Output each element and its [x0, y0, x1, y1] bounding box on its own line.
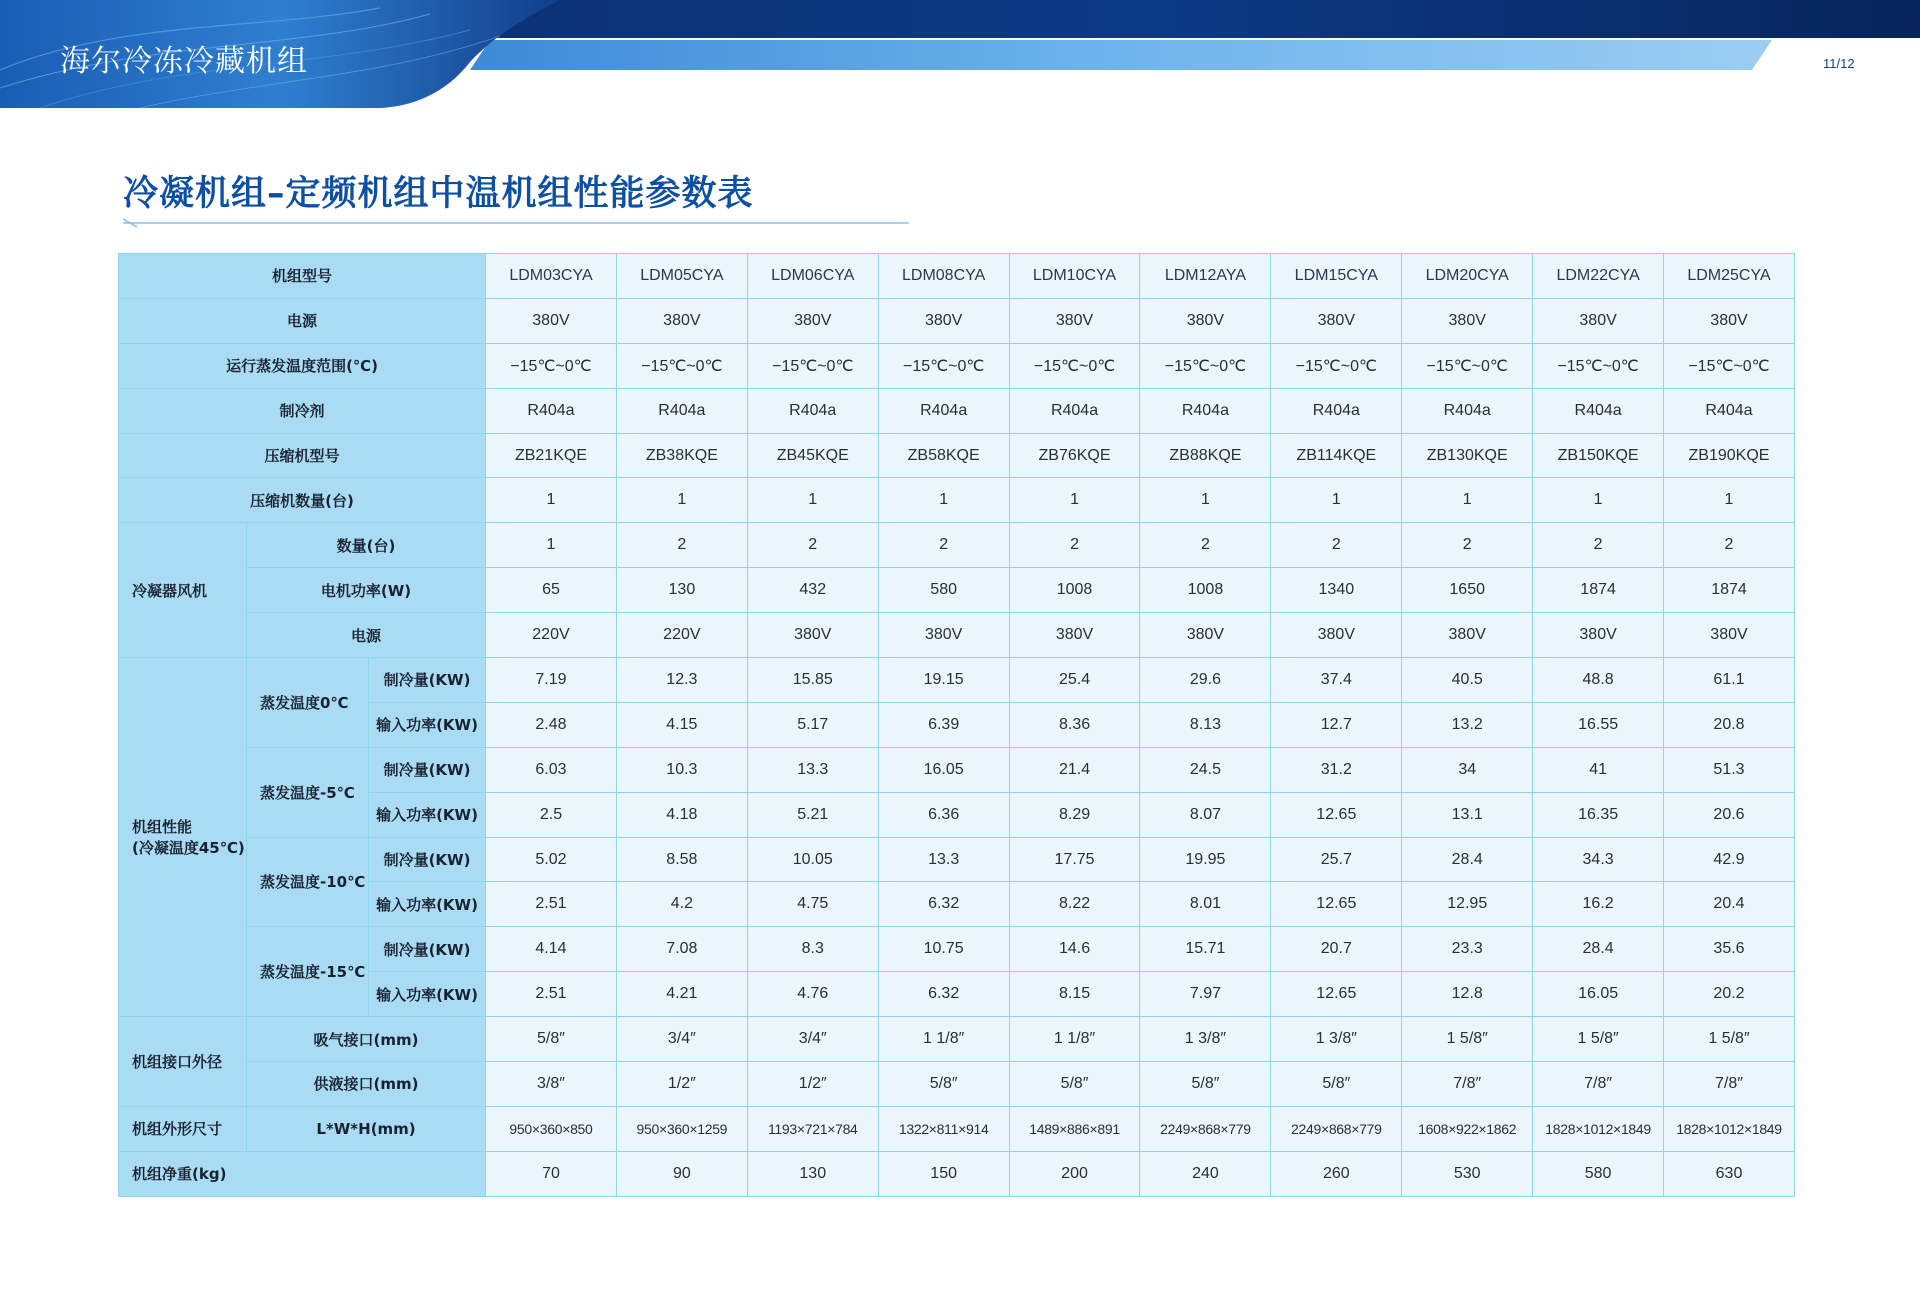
cell: LDM03CYA	[486, 254, 617, 299]
row-label-cooling: 制冷量(KW)	[369, 658, 486, 703]
cell: 6.03	[486, 747, 617, 792]
row-evapm5-cooling	[119, 747, 1795, 792]
cell: R404a	[1533, 388, 1664, 433]
cell: 25.7	[1271, 837, 1402, 882]
cell: R404a	[1402, 388, 1533, 433]
cell: 61.1	[1664, 658, 1795, 703]
cell: 530	[1402, 1151, 1533, 1196]
cell: 16.05	[1533, 972, 1664, 1017]
cell: 1008	[1009, 568, 1140, 613]
cell: −15℃~0℃	[1664, 343, 1795, 388]
row-label-fan-power: 电源	[247, 613, 486, 658]
cell: 220V	[616, 613, 747, 658]
row-label-dimensions: 机组外形尺寸	[119, 1106, 247, 1151]
row-label-net-weight: 机组净重(kg)	[119, 1151, 486, 1196]
cell: R404a	[1271, 388, 1402, 433]
cell: 1	[747, 478, 878, 523]
cell: 12.65	[1271, 792, 1402, 837]
cell: LDM22CYA	[1533, 254, 1664, 299]
cell: 7.08	[616, 927, 747, 972]
cell: ZB21KQE	[486, 433, 617, 478]
cell: 42.9	[1664, 837, 1795, 882]
cell: 16.05	[878, 747, 1009, 792]
cell: 15.85	[747, 658, 878, 703]
cell: 5/8″	[486, 1017, 617, 1062]
cell: R404a	[616, 388, 747, 433]
cell: 51.3	[1664, 747, 1795, 792]
group-label-connection: 机组接口外径	[119, 1017, 247, 1107]
cell: 200	[1009, 1151, 1140, 1196]
cell: R404a	[1009, 388, 1140, 433]
cell: ZB150KQE	[1533, 433, 1664, 478]
cell: 2	[1533, 523, 1664, 568]
cell: 24.5	[1140, 747, 1271, 792]
row-label-input: 输入功率(KW)	[369, 792, 486, 837]
cell: 380V	[1402, 613, 1533, 658]
cell: 6.32	[878, 882, 1009, 927]
subgroup-label-evap-0: 蒸发温度0℃	[247, 658, 369, 748]
row-evap0-input	[119, 702, 1795, 747]
cell: 28.4	[1533, 927, 1664, 972]
cell: 16.55	[1533, 702, 1664, 747]
cell: 1489×886×891	[1009, 1106, 1140, 1151]
cell: 1650	[1402, 568, 1533, 613]
cell: R404a	[1664, 388, 1795, 433]
cell: 1	[1664, 478, 1795, 523]
cell: 6.36	[878, 792, 1009, 837]
cell: R404a	[1140, 388, 1271, 433]
cell: R404a	[747, 388, 878, 433]
cell: 260	[1271, 1151, 1402, 1196]
cell: 35.6	[1664, 927, 1795, 972]
cell: 8.36	[1009, 702, 1140, 747]
cell: 380V	[1009, 613, 1140, 658]
cell: 15.71	[1140, 927, 1271, 972]
cell: 8.07	[1140, 792, 1271, 837]
cell: 380V	[747, 613, 878, 658]
cell: 8.22	[1009, 882, 1140, 927]
cell: 10.3	[616, 747, 747, 792]
brand-title: 海尔冷冻冷藏机组	[60, 44, 308, 79]
cell: 1 5/8″	[1402, 1017, 1533, 1062]
cell: 1828×1012×1849	[1533, 1106, 1664, 1151]
cell: 12.65	[1271, 882, 1402, 927]
cell: 150	[878, 1151, 1009, 1196]
cell: 7/8″	[1533, 1062, 1664, 1107]
cell: 4.2	[616, 882, 747, 927]
row-label-motor-power: 电机功率(W)	[247, 568, 486, 613]
cell: 1	[1140, 478, 1271, 523]
cell: LDM15CYA	[1271, 254, 1402, 299]
cell: 580	[1533, 1151, 1664, 1196]
subgroup-label-evap-m5: 蒸发温度-5℃	[247, 747, 369, 837]
cell: 2	[1664, 523, 1795, 568]
cell: 2	[1402, 523, 1533, 568]
cell: 20.7	[1271, 927, 1402, 972]
cell: 2	[878, 523, 1009, 568]
cell: 380V	[616, 298, 747, 343]
cell: 2.51	[486, 882, 617, 927]
cell: 3/8″	[486, 1062, 617, 1107]
cell: 1193×721×784	[747, 1106, 878, 1151]
cell: 2249×868×779	[1140, 1106, 1271, 1151]
row-liquid	[119, 1062, 1795, 1107]
cell: 950×360×850	[486, 1106, 617, 1151]
cell: 1	[1402, 478, 1533, 523]
cell: 2	[747, 523, 878, 568]
group-label-performance	[119, 658, 247, 1017]
cell: 40.5	[1402, 658, 1533, 703]
cell: 380V	[1271, 298, 1402, 343]
cell: 380V	[1533, 298, 1664, 343]
row-label-power: 电源	[119, 298, 486, 343]
cell: −15℃~0℃	[616, 343, 747, 388]
cell: 380V	[1271, 613, 1402, 658]
cell: 380V	[747, 298, 878, 343]
cell: 12.95	[1402, 882, 1533, 927]
performance-label: 机组性能	[132, 818, 193, 837]
cell: 5/8″	[1271, 1062, 1402, 1107]
cell: 2	[1140, 523, 1271, 568]
cell: 28.4	[1402, 837, 1533, 882]
cell: 1608×922×1862	[1402, 1106, 1533, 1151]
cell: 7/8″	[1664, 1062, 1795, 1107]
cell: 13.2	[1402, 702, 1533, 747]
cell: 20.8	[1664, 702, 1795, 747]
cell: 4.75	[747, 882, 878, 927]
cell: 16.35	[1533, 792, 1664, 837]
cell: 1 1/8″	[1009, 1017, 1140, 1062]
row-label-cooling: 制冷量(KW)	[369, 747, 486, 792]
cell: −15℃~0℃	[1533, 343, 1664, 388]
cell: 70	[486, 1151, 617, 1196]
cell: 10.75	[878, 927, 1009, 972]
cell: LDM05CYA	[616, 254, 747, 299]
cell: 23.3	[1402, 927, 1533, 972]
cell: ZB58KQE	[878, 433, 1009, 478]
cell: 5.17	[747, 702, 878, 747]
cell: 6.32	[878, 972, 1009, 1017]
cell: 8.01	[1140, 882, 1271, 927]
row-label-cooling: 制冷量(KW)	[369, 837, 486, 882]
cell: 7.97	[1140, 972, 1271, 1017]
cell: 2249×868×779	[1271, 1106, 1402, 1151]
cell: 380V	[1533, 613, 1664, 658]
cell: 20.4	[1664, 882, 1795, 927]
section-title: 冷凝机组–定频机组中温机组性能参数表	[123, 174, 754, 214]
cell: 8.58	[616, 837, 747, 882]
performance-sublabel: (冷凝温度45℃)	[132, 839, 245, 858]
cell: 13.3	[878, 837, 1009, 882]
cell: 380V	[878, 298, 1009, 343]
cell: LDM08CYA	[878, 254, 1009, 299]
cell: −15℃~0℃	[1009, 343, 1140, 388]
cell: 1	[1271, 478, 1402, 523]
cell: 5/8″	[1140, 1062, 1271, 1107]
cell: 10.05	[747, 837, 878, 882]
cell: 240	[1140, 1151, 1271, 1196]
cell: 29.6	[1140, 658, 1271, 703]
cell: 432	[747, 568, 878, 613]
row-motor-power	[119, 568, 1795, 613]
cell: 7/8″	[1402, 1062, 1533, 1107]
cell: 20.6	[1664, 792, 1795, 837]
cell: 2.51	[486, 972, 617, 1017]
group-label-condenser-fan: 冷凝器风机	[119, 523, 247, 658]
row-evapm15-input	[119, 972, 1795, 1017]
cell: 6.39	[878, 702, 1009, 747]
cell: 1	[486, 478, 617, 523]
cell: 2	[1009, 523, 1140, 568]
cell: 17.75	[1009, 837, 1140, 882]
cell: 12.3	[616, 658, 747, 703]
cell: 1828×1012×1849	[1664, 1106, 1795, 1151]
cell: 1 5/8″	[1664, 1017, 1795, 1062]
cell: 21.4	[1009, 747, 1140, 792]
row-label-compressor-model: 压缩机型号	[119, 433, 486, 478]
cell: LDM20CYA	[1402, 254, 1533, 299]
cell: LDM12AYA	[1140, 254, 1271, 299]
row-label-dimensions-unit: L*W*H(mm)	[247, 1106, 486, 1151]
cell: 13.1	[1402, 792, 1533, 837]
cell: ZB45KQE	[747, 433, 878, 478]
cell: 380V	[878, 613, 1009, 658]
cell: R404a	[878, 388, 1009, 433]
cell: 5.21	[747, 792, 878, 837]
row-net-weight	[119, 1151, 1795, 1196]
cell: −15℃~0℃	[1402, 343, 1533, 388]
cell: 1 3/8″	[1140, 1017, 1271, 1062]
row-dimensions	[119, 1106, 1795, 1151]
row-evapm10-input	[119, 882, 1795, 927]
cell: 1/2″	[747, 1062, 878, 1107]
cell: 34.3	[1533, 837, 1664, 882]
cell: 3/4″	[747, 1017, 878, 1062]
row-evapm10-cooling	[119, 837, 1795, 882]
cell: 31.2	[1271, 747, 1402, 792]
cell: 1874	[1664, 568, 1795, 613]
cell: −15℃~0℃	[878, 343, 1009, 388]
cell: 3/4″	[616, 1017, 747, 1062]
cell: ZB38KQE	[616, 433, 747, 478]
cell: 5/8″	[1009, 1062, 1140, 1107]
title-underline	[123, 218, 913, 228]
row-label-model: 机组型号	[119, 254, 486, 299]
cell: 65	[486, 568, 617, 613]
cell: R404a	[486, 388, 617, 433]
cell: 8.3	[747, 927, 878, 972]
cell: 580	[878, 568, 1009, 613]
cell: 1	[616, 478, 747, 523]
header-banner	[0, 0, 1920, 110]
cell: 2.48	[486, 702, 617, 747]
row-compressor-model	[119, 433, 1795, 478]
cell: 1	[1009, 478, 1140, 523]
row-label-temp-range: 运行蒸发温度范围(℃)	[119, 343, 486, 388]
spec-table	[118, 253, 1795, 1197]
cell: 950×360×1259	[616, 1106, 747, 1151]
row-compressor-qty	[119, 478, 1795, 523]
subgroup-label-evap-m15: 蒸发温度-15℃	[247, 927, 369, 1017]
row-temp-range	[119, 343, 1795, 388]
row-refrigerant	[119, 388, 1795, 433]
row-evap0-cooling	[119, 658, 1795, 703]
cell: 4.18	[616, 792, 747, 837]
cell: 37.4	[1271, 658, 1402, 703]
cell: ZB114KQE	[1271, 433, 1402, 478]
cell: 4.76	[747, 972, 878, 1017]
cell: ZB88KQE	[1140, 433, 1271, 478]
cell: ZB130KQE	[1402, 433, 1533, 478]
cell: 380V	[1664, 613, 1795, 658]
cell: 380V	[1140, 613, 1271, 658]
cell: 380V	[1140, 298, 1271, 343]
cell: LDM06CYA	[747, 254, 878, 299]
cell: −15℃~0℃	[747, 343, 878, 388]
cell: −15℃~0℃	[486, 343, 617, 388]
cell: 1 3/8″	[1271, 1017, 1402, 1062]
cell: 130	[616, 568, 747, 613]
cell: −15℃~0℃	[1140, 343, 1271, 388]
cell: ZB76KQE	[1009, 433, 1140, 478]
cell: 380V	[486, 298, 617, 343]
row-label-input: 输入功率(KW)	[369, 882, 486, 927]
row-label-compressor-qty: 压缩机数量(台)	[119, 478, 486, 523]
cell: 1 5/8″	[1533, 1017, 1664, 1062]
row-evapm15-cooling	[119, 927, 1795, 972]
cell: 220V	[486, 613, 617, 658]
cell: 2.5	[486, 792, 617, 837]
cell: 380V	[1664, 298, 1795, 343]
cell: ZB190KQE	[1664, 433, 1795, 478]
cell: 1322×811×914	[878, 1106, 1009, 1151]
cell: 1/2″	[616, 1062, 747, 1107]
cell: 630	[1664, 1151, 1795, 1196]
row-suction	[119, 1017, 1795, 1062]
cell: 13.3	[747, 747, 878, 792]
cell: 8.13	[1140, 702, 1271, 747]
cell: 4.14	[486, 927, 617, 972]
row-label-fan-qty: 数量(台)	[247, 523, 486, 568]
cell: 12.65	[1271, 972, 1402, 1017]
cell: 380V	[1009, 298, 1140, 343]
row-power	[119, 298, 1795, 343]
cell: 12.7	[1271, 702, 1402, 747]
row-label-refrigerant: 制冷剂	[119, 388, 486, 433]
cell: 380V	[1402, 298, 1533, 343]
cell: 8.29	[1009, 792, 1140, 837]
row-evapm5-input	[119, 792, 1795, 837]
cell: 5.02	[486, 837, 617, 882]
cell: 1 1/8″	[878, 1017, 1009, 1062]
subgroup-label-evap-m10: 蒸发温度-10℃	[247, 837, 369, 927]
row-label-input: 输入功率(KW)	[369, 702, 486, 747]
cell: 41	[1533, 747, 1664, 792]
cell: 1	[878, 478, 1009, 523]
row-fan-qty	[119, 523, 1795, 568]
cell: 5/8″	[878, 1062, 1009, 1107]
cell: 130	[747, 1151, 878, 1196]
row-label-liquid: 供液接口(mm)	[247, 1062, 486, 1107]
row-fan-power	[119, 613, 1795, 658]
cell: 1	[1533, 478, 1664, 523]
row-model	[119, 254, 1795, 299]
cell: 8.15	[1009, 972, 1140, 1017]
cell: 4.21	[616, 972, 747, 1017]
cell: LDM10CYA	[1009, 254, 1140, 299]
cell: 14.6	[1009, 927, 1140, 972]
cell: 1008	[1140, 568, 1271, 613]
cell: 19.15	[878, 658, 1009, 703]
cell: 12.8	[1402, 972, 1533, 1017]
cell: 90	[616, 1151, 747, 1196]
cell: 19.95	[1140, 837, 1271, 882]
cell: 4.15	[616, 702, 747, 747]
cell: 16.2	[1533, 882, 1664, 927]
cell: LDM25CYA	[1664, 254, 1795, 299]
row-label-suction: 吸气接口(mm)	[247, 1017, 486, 1062]
cell: 34	[1402, 747, 1533, 792]
row-label-input: 输入功率(KW)	[369, 972, 486, 1017]
row-label-cooling: 制冷量(KW)	[369, 927, 486, 972]
cell: 20.2	[1664, 972, 1795, 1017]
cell: 1340	[1271, 568, 1402, 613]
cell: −15℃~0℃	[1271, 343, 1402, 388]
cell: 2	[616, 523, 747, 568]
cell: 48.8	[1533, 658, 1664, 703]
cell: 1874	[1533, 568, 1664, 613]
cell: 7.19	[486, 658, 617, 703]
cell: 1	[486, 523, 617, 568]
cell: 2	[1271, 523, 1402, 568]
cell: 25.4	[1009, 658, 1140, 703]
page-number: 11/12	[1823, 56, 1855, 71]
